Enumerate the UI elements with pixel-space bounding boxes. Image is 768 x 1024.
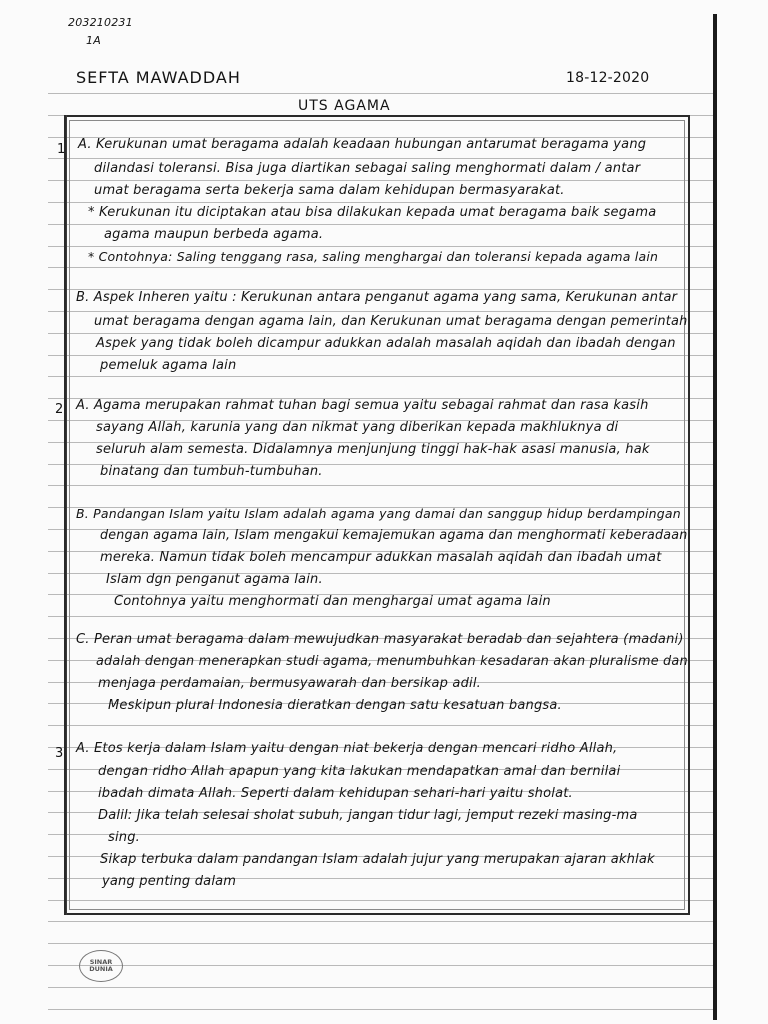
notebook-spine	[713, 14, 717, 1020]
answer-line: umat beragama serta bekerja sama dalam kehidupan bermasyarakat.	[94, 183, 565, 198]
answer-line: adalah dengan menerapkan studi agama, menumbuhkan kesadaran akan pluralisme dan	[96, 654, 688, 669]
answer-line: A. Agama merupakan rahmat tuhan bagi semua yaitu sebagai rahmat dan rasa kasih	[76, 398, 649, 413]
answer-line: sing.	[108, 830, 141, 845]
question-number: 1	[57, 142, 66, 157]
ruled-line	[48, 93, 716, 94]
exam-title: UTS AGAMA	[298, 98, 391, 114]
ruled-line	[48, 921, 716, 922]
student-name: SEFTA MAWADDAH	[76, 68, 241, 87]
logo-text-line2: DUNIA	[89, 965, 113, 973]
answer-line: Sikap terbuka dalam pandangan Islam adalah jujur yang merupakan ajaran akhlak	[100, 852, 655, 867]
answer-line: agama maupun berbeda agama.	[104, 227, 324, 242]
question-number: 3	[55, 746, 64, 761]
logo-text-line1: SINAR	[89, 958, 113, 966]
exam-date: 18-12-2020	[566, 70, 650, 86]
question-number: 2	[55, 402, 64, 417]
answer-line: A. Etos kerja dalam Islam yaitu dengan niat bekerja dengan mencari ridho Allah,	[76, 741, 618, 756]
margin-line	[66, 115, 67, 915]
answer-line: seluruh alam semesta. Didalamnya menjunjung tinggi hak-hak asasi manusia, hak	[96, 442, 650, 457]
ruled-line	[48, 943, 716, 944]
answer-line: * Kerukunan itu diciptakan atau bisa dilakukan kepada umat beragama baik segama	[88, 205, 657, 220]
ruled-line	[48, 965, 716, 966]
ruled-line	[48, 1009, 716, 1010]
ruled-line	[48, 987, 716, 988]
answer-line: umat beragama dengan agama lain, dan Kerukunan umat beragama dengan pemerintah	[94, 314, 688, 329]
answer-line: A. Kerukunan umat beragama adalah keadaan hubungan antarumat beragama yang	[78, 137, 647, 152]
class-label: 1A	[86, 34, 101, 47]
answer-line: C. Peran umat beragama dalam mewujudkan masyarakat beradab dan sejahtera (madani)	[76, 632, 684, 647]
answer-line: Meskipun plural Indonesia dieratkan dengan satu kesatuan bangsa.	[108, 698, 562, 713]
answer-line: dilandasi toleransi. Bisa juga diartikan sebagai saling menghormati dalam / antar	[94, 161, 641, 176]
answer-line: dengan agama lain, Islam mengakui kemajemukan agama dan menghormati keberadaan	[100, 528, 688, 543]
student-id: 203210231	[68, 16, 133, 29]
answer-line: mereka. Namun tidak boleh mencampur adukkan masalah aqidah dan ibadah umat	[100, 550, 662, 565]
answer-line: menjaga perdamaian, bermusyawarah dan bersikap adil.	[98, 676, 481, 691]
answer-line: dengan ridho Allah apapun yang kita lakukan mendapatkan amal dan bernilai	[98, 764, 621, 779]
sinar-dunia-logo	[79, 950, 123, 982]
answer-line: B. Aspek Inheren yaitu : Kerukunan antara penganut agama yang sama, Kerukunan antar	[76, 290, 678, 305]
answer-line: sayang Allah, karunia yang dan nikmat yang diberikan kepada makhluknya di	[96, 420, 619, 435]
answer-line: Islam dgn penganut agama lain.	[106, 572, 323, 587]
answer-line: pemeluk agama lain	[100, 358, 237, 373]
answer-line: yang penting dalam	[102, 874, 237, 889]
answer-line: binatang dan tumbuh-tumbuhan.	[100, 464, 323, 479]
answer-line: * Contohnya: Saling tenggang rasa, saling menghargai dan toleransi kepada agama lain	[88, 249, 659, 264]
answer-line: Dalil: Jika telah selesai sholat subuh, jangan tidur lagi, jemput rezeki masing-ma	[98, 808, 638, 823]
answer-line: B. Pandangan Islam yaitu Islam adalah agama yang damai dan sanggup hidup berdampingan	[76, 506, 681, 521]
answer-line: Aspek yang tidak boleh dicampur adukkan adalah masalah aqidah dan ibadah dengan	[96, 336, 676, 351]
answer-line: ibadah dimata Allah. Seperti dalam kehidupan sehari-hari yaitu sholat.	[98, 786, 573, 801]
answer-line: Contohnya yaitu menghormati dan menghargai umat agama lain	[114, 594, 551, 609]
